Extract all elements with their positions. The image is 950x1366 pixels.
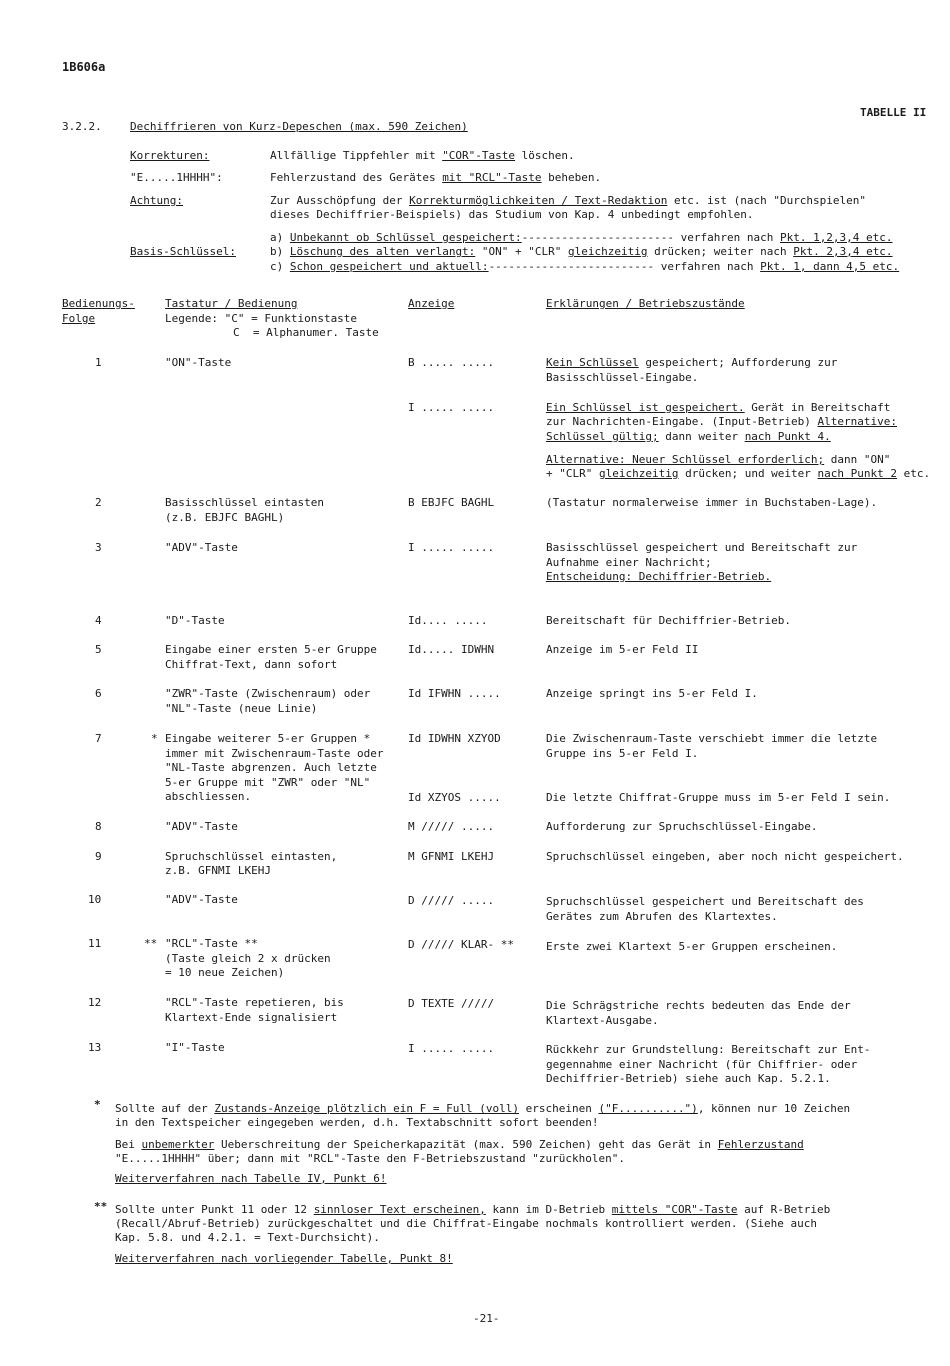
step-key: "I"-Taste — [165, 1041, 225, 1054]
header-col-anzeige: Anzeige — [408, 297, 455, 310]
error-state-label: "E.....1HHHH": — [130, 171, 223, 184]
footnote-marker: * — [94, 1098, 101, 1111]
footnote-1-line: "E.....1HHHH" über; dann mit "RCL"-Taste den F-Betriebszustand "zurückholen". — [115, 1152, 625, 1165]
step-explanation: Erste zwei Klartext 5-er Gruppen erscheinen. — [546, 940, 838, 953]
step-number: 11 — [88, 937, 102, 950]
error-state-text: Fehlerzustand des Gerätes mit "RCL"-Taste beheben. — [270, 171, 602, 184]
step-display: Id.... ..... — [408, 614, 488, 627]
step-key: Basisschlüssel eintasten — [165, 496, 324, 509]
basis-option-b: b) Löschung des alten verlangt: "ON" + "CLR" gleichzeitig drücken; weiter nach Pkt. 2,3,4 etc. — [270, 245, 893, 258]
step-number: 12 — [88, 996, 102, 1009]
step-key: "RCL"-Taste ** — [165, 937, 258, 950]
footnote-2-line: Kap. 5.8. und 4.2.1. = Text-Durchsicht). — [115, 1231, 380, 1244]
footnote-2-instruction: Weiterverfahren nach vorliegender Tabelle, Punkt 8! — [115, 1252, 453, 1265]
step-explanation: Die letzte Chiffrat-Gruppe muss im 5-er Feld I sein. — [546, 791, 891, 804]
step-number: 5 — [95, 643, 102, 656]
header-legend-2: C = Alphanumer. Taste — [233, 326, 379, 339]
step-display: D ///// KLAR- ** — [408, 938, 514, 951]
footnote-marker: * — [151, 732, 158, 745]
step-explanation: Entscheidung: Dechiffrier-Betrieb. — [546, 570, 772, 583]
footnote-1-line: Sollte auf der Zustands-Anzeige plötzlich ein F = Full (voll) erscheinen ("F.........."), können nur 10 Zeichen — [115, 1102, 851, 1115]
step-key: "NL"-Taste (neue Linie) — [165, 702, 318, 715]
basis-option-c: c) Schon gespeichert und aktuell:------------------------- verfahren nach Pkt. 1, dann 4,5 etc. — [270, 260, 900, 273]
korrekturen-text: Allfällige Tippfehler mit "COR"-Taste löschen. — [270, 149, 575, 162]
step-key: immer mit Zwischenraum-Taste oder — [165, 747, 384, 760]
step-key: 5-er Gruppe mit "ZWR" oder "NL" — [165, 776, 371, 789]
step-explanation: Schlüssel gültig; dann weiter nach Punkt 4. — [546, 430, 831, 443]
step-number: 4 — [95, 614, 102, 627]
step-key: Spruchschlüssel eintasten, — [165, 850, 338, 863]
step-key: "NL-Taste abgrenzen. Auch letzte — [165, 761, 377, 774]
step-display: Id..... IDWHN — [408, 643, 495, 656]
section-number: 3.2.2. — [62, 120, 102, 133]
step-explanation: Gerätes zum Abrufen des Klartextes. — [546, 910, 778, 923]
step-number: 6 — [95, 687, 102, 700]
footnote-1-line: in den Textspeicher eingegeben werden, d.h. Textabschnitt sofort beenden! — [115, 1116, 599, 1129]
step-display: D TEXTE ///// — [408, 997, 495, 1010]
basis-option-a: a) Unbekannt ob Schlüssel gespeichert:----------------------- verfahren nach Pkt. 1,2,3,4 etc. — [270, 231, 893, 244]
step-explanation: Die Schrägstriche rechts bedeuten das Ende der — [546, 999, 851, 1012]
step-explanation: Basisschlüssel gespeichert und Bereitschaft zur — [546, 541, 858, 554]
step-key: "ADV"-Taste — [165, 541, 238, 554]
step-key: abschliessen. — [165, 790, 252, 803]
step-number: 10 — [88, 893, 102, 906]
header-legend-1: Legende: "C" = Funktionstaste — [165, 312, 358, 325]
step-number: 9 — [95, 850, 102, 863]
footnote-1-instruction: Weiterverfahren nach Tabelle IV, Punkt 6! — [115, 1172, 387, 1185]
footnote-marker: ** — [144, 937, 158, 950]
step-display: M GFNMI LKEHJ — [408, 850, 495, 863]
step-explanation: Rückkehr zur Grundstellung: Bereitschaft zur Ent- — [546, 1043, 871, 1056]
step-key: Eingabe weiterer 5-er Gruppen * — [165, 732, 371, 745]
header-col-tastatur: Tastatur / Bedienung — [165, 297, 298, 310]
footnote-marker: ** — [94, 1200, 108, 1213]
step-display: I ..... ..... — [408, 401, 495, 414]
step-explanation: Klartext-Ausgabe. — [546, 1014, 659, 1027]
step-explanation: (Tastatur normalerweise immer in Buchstaben-Lage). — [546, 496, 878, 509]
step-explanation: Alternative: Neuer Schlüssel erforderlich; dann "ON" — [546, 453, 891, 466]
step-number: 7 — [95, 732, 102, 745]
achtung-label: Achtung: — [130, 194, 183, 207]
step-key: Chiffrat-Text, dann sofort — [165, 658, 338, 671]
step-display: I ..... ..... — [408, 541, 495, 554]
step-key: "ADV"-Taste — [165, 893, 238, 906]
step-explanation: Die Zwischenraum-Taste verschiebt immer die letzte — [546, 732, 878, 745]
step-number: 3 — [95, 541, 102, 554]
footnote-1-line: Bei unbemerkter Ueberschreitung der Speicherkapazität (max. 590 Zeichen) geht das Gerät in Fehlerzustand — [115, 1138, 804, 1151]
page-number: -21- — [473, 1312, 500, 1325]
step-display: M ///// ..... — [408, 820, 495, 833]
step-display: B EBJFC BAGHL — [408, 496, 495, 509]
step-key: Eingabe einer ersten 5-er Gruppe — [165, 643, 377, 656]
header-col-folge-1: Bedienungs- — [62, 297, 135, 310]
step-explanation: Anzeige springt ins 5-er Feld I. — [546, 687, 758, 700]
step-display: D ///// ..... — [408, 894, 495, 907]
korrekturen-label: Korrekturen: — [130, 149, 210, 162]
step-key: "ON"-Taste — [165, 356, 232, 369]
step-explanation: Aufforderung zur Spruchschlüssel-Eingabe. — [546, 820, 818, 833]
step-key: "RCL"-Taste repetieren, bis — [165, 996, 344, 1009]
step-key: (z.B. EBJFC BAGHL) — [165, 511, 285, 524]
step-explanation: Aufnahme einer Nachricht; — [546, 556, 712, 569]
step-key: "ADV"-Taste — [165, 820, 238, 833]
header-col-folge-2: Folge — [62, 312, 96, 325]
step-number: 2 — [95, 496, 102, 509]
header-col-erklaerungen: Erklärungen / Betriebszustände — [546, 297, 745, 310]
footnote-2-line: Sollte unter Punkt 11 oder 12 sinnloser Text erscheinen, kann im D-Betrieb mittels "COR"-Taste auf R-Betrieb — [115, 1203, 831, 1216]
step-explanation: Spruchschlüssel gespeichert und Bereitschaft des — [546, 895, 864, 908]
step-display: Id IFWHN ..... — [408, 687, 501, 700]
section-title: Dechiffrieren von Kurz-Depeschen (max. 590 Zeichen) — [130, 120, 468, 133]
achtung-line-1: Zur Ausschöpfung der Korrekturmöglichkeiten / Text-Redaktion etc. ist (nach "Durchspielen" — [270, 194, 867, 207]
step-key: "ZWR"-Taste (Zwischenraum) oder — [165, 687, 371, 700]
step-display: Id XZYOS ..... — [408, 791, 501, 804]
step-key: = 10 neue Zeichen) — [165, 966, 285, 979]
step-explanation: Basisschlüssel-Eingabe. — [546, 371, 699, 384]
step-key: z.B. GFNMI LKEHJ — [165, 864, 271, 877]
step-explanation: gegennahme einer Nachricht (für Chiffrier- oder — [546, 1058, 858, 1071]
achtung-line-2: dieses Dechiffrier-Beispiels) das Studium von Kap. 4 unbedingt empfohlen. — [270, 208, 754, 221]
step-explanation: + "CLR" gleichzeitig drücken; und weiter nach Punkt 2 etc. — [546, 467, 931, 480]
step-explanation: Ein Schlüssel ist gespeichert. Gerät in Bereitschaft — [546, 401, 891, 414]
table-label: TABELLE II — [860, 106, 927, 119]
step-explanation: Spruchschlüssel eingeben, aber noch nicht gespeichert. — [546, 850, 904, 863]
step-number: 8 — [95, 820, 102, 833]
step-display: B ..... ..... — [408, 356, 495, 369]
step-number: 13 — [88, 1041, 102, 1054]
step-key: Klartext-Ende signalisiert — [165, 1011, 338, 1024]
step-explanation: Gruppe ins 5-er Feld I. — [546, 747, 699, 760]
step-explanation: zur Nachrichten-Eingabe. (Input-Betrieb) Alternative: — [546, 415, 898, 428]
step-key: "D"-Taste — [165, 614, 225, 627]
basis-label: Basis-Schlüssel: — [130, 245, 236, 258]
step-explanation: Anzeige im 5-er Feld II — [546, 643, 699, 656]
step-explanation: Kein Schlüssel gespeichert; Aufforderung zur — [546, 356, 838, 369]
doc-code: 1B606a — [62, 60, 106, 74]
step-display: Id IDWHN XZYOD — [408, 732, 501, 745]
step-key: (Taste gleich 2 x drücken — [165, 952, 331, 965]
step-explanation: Bereitschaft für Dechiffrier-Betrieb. — [546, 614, 792, 627]
step-number: 1 — [95, 356, 102, 369]
footnote-2-line: (Recall/Abruf-Betrieb) zurückgeschaltet und die Chiffrat-Eingabe nochmals kontrolliert werden. (Siehe auch — [115, 1217, 817, 1230]
step-explanation: Dechiffrier-Betrieb) siehe auch Kap. 5.2.1. — [546, 1072, 831, 1085]
step-display: I ..... ..... — [408, 1042, 495, 1055]
